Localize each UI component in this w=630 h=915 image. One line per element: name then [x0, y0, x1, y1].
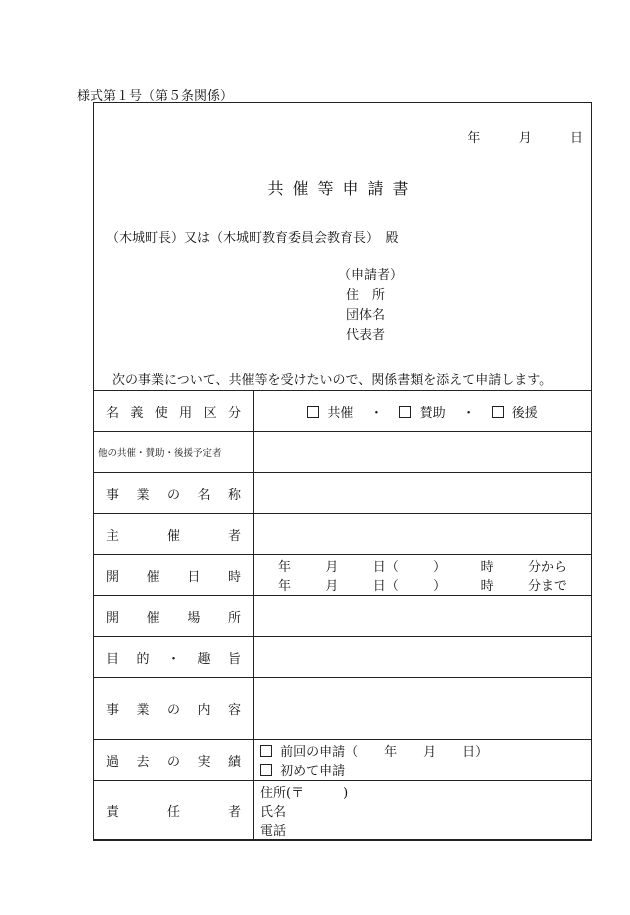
- label-char: 業: [136, 703, 150, 718]
- form-header: [94, 103, 591, 390]
- table-row: [94, 637, 592, 678]
- label-char: 事: [106, 487, 120, 503]
- label-purpose: [94, 637, 254, 678]
- dt-part: ）: [433, 579, 447, 594]
- label-char: 績: [227, 754, 241, 770]
- dt-part: 年: [278, 560, 292, 575]
- label-char: 目: [106, 651, 120, 667]
- table-row: [94, 781, 592, 841]
- label-char: 事: [106, 703, 120, 718]
- label-char: 場: [187, 610, 201, 626]
- date-year: 年: [467, 131, 481, 146]
- label-content: [94, 678, 254, 740]
- value-event-name[interactable]: [254, 473, 592, 514]
- label-char: 去: [136, 754, 150, 770]
- checkbox-cohost[interactable]: [307, 406, 319, 418]
- label-char: 過: [106, 754, 120, 770]
- separator: ・: [462, 405, 476, 421]
- label-char: の: [166, 754, 180, 770]
- value-venue[interactable]: [254, 596, 592, 637]
- dt-part: ）: [433, 560, 447, 575]
- dt-part: 月: [325, 560, 339, 575]
- applicant-address-label: 住 所: [346, 288, 386, 303]
- label-char: 催: [146, 569, 160, 585]
- form-number-label: 様式第１号（第５条関係）: [77, 89, 234, 104]
- label-event-name: [94, 473, 254, 514]
- label-char: 催: [166, 528, 180, 544]
- label-char: 実: [197, 754, 211, 770]
- table-row: [94, 740, 592, 781]
- label-char: 称: [227, 487, 241, 503]
- table-row: [94, 514, 592, 555]
- label-char: 任: [166, 805, 180, 820]
- applicant-group-label: 団体名: [346, 308, 386, 323]
- dt-part: 分まで: [527, 579, 567, 594]
- label-venue: [94, 596, 254, 637]
- table-row: [94, 432, 592, 473]
- responsible-address: 住所(〒 ): [260, 786, 349, 801]
- value-past: [254, 740, 592, 781]
- label-char: 使: [154, 405, 168, 421]
- application-table: [93, 390, 592, 841]
- applicant-block: [338, 266, 403, 346]
- option-support: 賛助: [419, 405, 446, 421]
- dt-part: 時: [480, 579, 494, 594]
- value-purpose[interactable]: [254, 637, 592, 678]
- table-row: [94, 391, 592, 432]
- table-row: [94, 473, 592, 514]
- responsible-name: 氏名: [260, 805, 287, 820]
- checkbox-first-time[interactable]: [260, 764, 272, 776]
- table-row: [94, 596, 592, 637]
- label-datetime: [94, 555, 254, 596]
- dt-part: 日（: [372, 579, 399, 594]
- label-char: 旨: [227, 651, 241, 667]
- label-char: 的: [136, 651, 150, 667]
- dt-part: 分から: [527, 560, 567, 575]
- label-char: 名: [106, 405, 120, 421]
- label-char: 所: [227, 610, 241, 626]
- checkbox-endorse[interactable]: [492, 406, 504, 418]
- label-others: [94, 432, 254, 473]
- checkbox-support[interactable]: [399, 406, 411, 418]
- label-char: 分: [227, 405, 241, 421]
- label-text: 他の共催・賛助・後援予定者: [98, 448, 222, 459]
- label-use-type: [94, 391, 254, 432]
- date-month: 月: [518, 131, 532, 146]
- date-day: 日: [569, 131, 583, 146]
- value-host[interactable]: [254, 514, 592, 555]
- label-char: 名: [197, 487, 211, 503]
- datetime-end-line: [254, 575, 591, 594]
- table-row: [94, 555, 592, 596]
- label-responsible: [94, 781, 254, 841]
- datetime-start-line: [254, 556, 591, 575]
- label-char: 業: [136, 487, 150, 503]
- label-char: 時: [227, 569, 241, 585]
- option-endorse: 後援: [511, 405, 538, 421]
- label-char: 催: [146, 610, 160, 626]
- label-char: 用: [179, 405, 193, 421]
- applicant-heading: （申請者）: [338, 268, 404, 283]
- page-title: 共催等申請書: [267, 179, 418, 198]
- option-first-time: 初めて申請: [280, 764, 346, 779]
- label-char: 区: [203, 405, 217, 421]
- dt-part: 時: [480, 560, 494, 575]
- label-char: 者: [227, 805, 241, 820]
- value-content[interactable]: [254, 678, 592, 740]
- label-char: 内: [197, 703, 211, 718]
- application-statement: 次の事業について、共催等を受けたいので、関係書類を添えて申請します。: [112, 373, 553, 388]
- separator: ・: [369, 405, 383, 421]
- dt-part: 年: [278, 579, 292, 594]
- dt-part: 日（: [372, 560, 399, 575]
- label-char: 責: [106, 805, 120, 820]
- responsible-phone: 電話: [260, 824, 287, 839]
- label-char: 者: [227, 528, 241, 544]
- label-char: の: [166, 487, 180, 503]
- label-char: 趣: [197, 651, 211, 667]
- label-char: ・: [166, 651, 180, 667]
- label-host: [94, 514, 254, 555]
- dt-part: 月: [325, 579, 339, 594]
- table-row: [94, 678, 592, 740]
- label-char: 開: [106, 610, 120, 626]
- label-char: 主: [106, 528, 120, 544]
- option-previous: 前回の申請（ 年 月 日）: [280, 745, 489, 760]
- value-others[interactable]: [254, 432, 592, 473]
- label-char: 開: [106, 569, 120, 585]
- application-form-frame: [93, 102, 592, 840]
- value-datetime[interactable]: [254, 555, 592, 596]
- applicant-representative-label: 代表者: [346, 328, 386, 343]
- use-type-options: [254, 391, 592, 432]
- value-responsible[interactable]: [254, 781, 592, 841]
- addressee: （木城町長）又は（木城町教育委員会教育長） 殿: [106, 231, 399, 246]
- label-char: の: [166, 703, 180, 718]
- checkbox-previous[interactable]: [260, 745, 272, 757]
- label-past: [94, 740, 254, 781]
- label-char: 義: [130, 405, 144, 421]
- option-cohost: 共催: [327, 405, 354, 421]
- label-char: 容: [227, 703, 241, 718]
- label-char: 日: [187, 569, 201, 585]
- date-line: [467, 127, 583, 146]
